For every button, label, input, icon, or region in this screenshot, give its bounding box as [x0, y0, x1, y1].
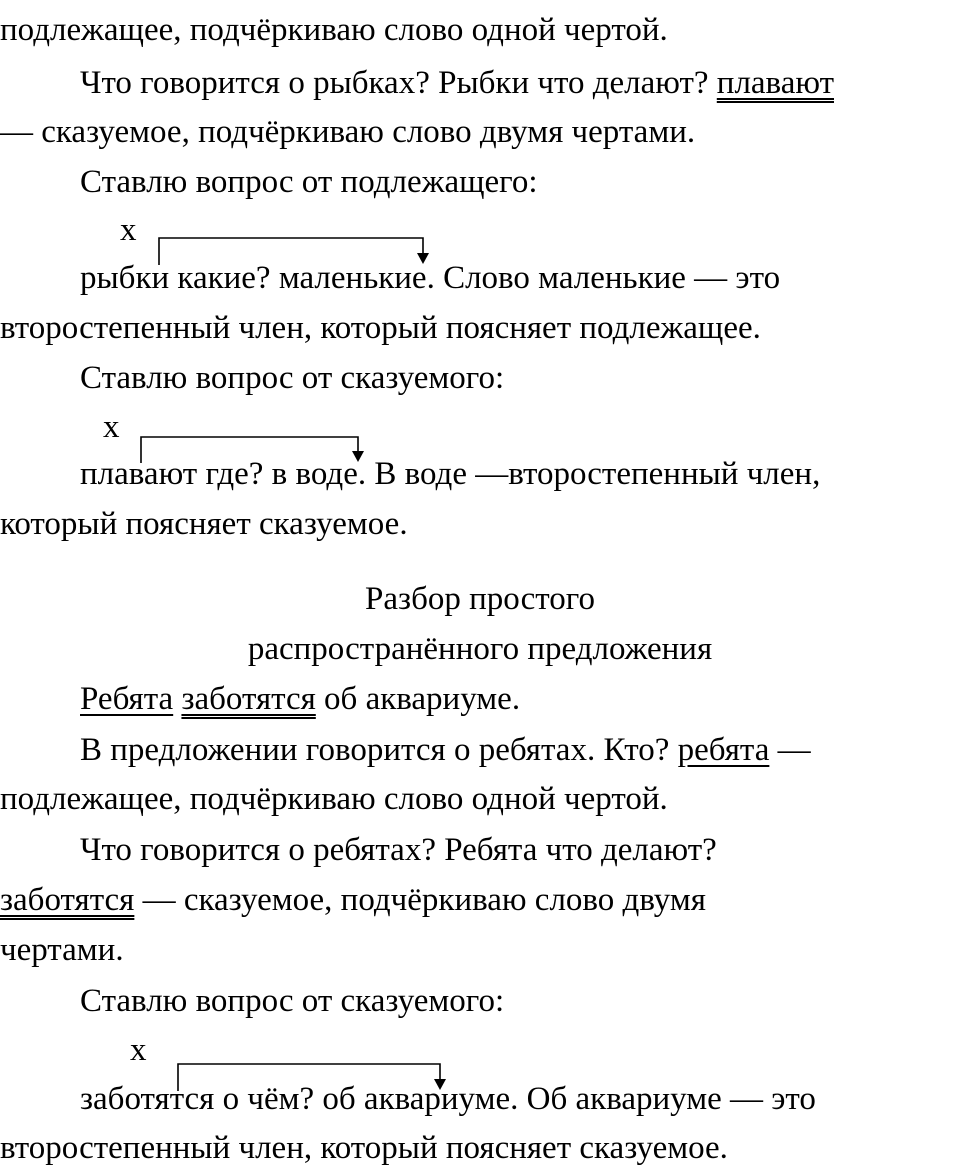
line-10-text: В предложении говорится о ребятах. Кто?: [80, 732, 678, 768]
text-line-12: Что говорится о ребятах? Ребята что делают?: [80, 832, 717, 868]
text-line-3: — сказуемое, подчёркиваю слово двумя чертами.: [0, 114, 696, 150]
text-line-15: Ставлю вопрос от сказуемого:: [80, 983, 505, 1019]
text-line-7: Ставлю вопрос от сказуемого:: [80, 360, 505, 396]
line-10-tail: —: [769, 732, 811, 768]
x-mark-1: х: [120, 212, 137, 248]
line-2-text: Что говорится о рыбках? Рыбки что делают?: [80, 65, 717, 101]
sentence-rest: об аквариуме.: [315, 681, 521, 717]
text-line-17: второстепенный член, который поясняет сказуемое.: [0, 1130, 728, 1166]
predicate-zabotyatsya-2: заботятся: [0, 882, 135, 918]
text-line-8: плавают где? в воде. В воде —второстепенный член,: [80, 456, 821, 492]
text-line-11: подлежащее, подчёркиваю слово одной чертой.: [0, 781, 668, 817]
x-mark-2: х: [103, 409, 120, 445]
text-line-14: чертами.: [0, 932, 124, 968]
subject-rebyata: Ребята: [80, 681, 174, 717]
subject-rebyata-2: ребята: [677, 732, 770, 768]
section-heading-line-2: распространённого предложения: [247, 631, 713, 667]
text-line-1: подлежащее, подчёркиваю слово одной чертой.: [0, 12, 668, 48]
section-heading-line-1: Разбор простого: [365, 581, 595, 617]
predicate-zabotyatsya: заботятся: [181, 681, 316, 717]
line-13-tail: — сказуемое, подчёркиваю слово двумя: [134, 882, 706, 918]
x-mark-3: х: [130, 1032, 147, 1068]
text-line-9: который поясняет сказуемое.: [0, 506, 408, 542]
text-line-5: рыбки какие? маленькие. Слово маленькие — это: [80, 260, 781, 296]
predicate-plavayut: плавают: [716, 65, 834, 101]
text-line-16: заботятся о чём? об аквариуме. Об аквариуме — это: [80, 1081, 816, 1117]
text-line-4: Ставлю вопрос от подлежащего:: [80, 164, 538, 200]
text-line-6: второстепенный член, который поясняет подлежащее.: [0, 310, 761, 346]
